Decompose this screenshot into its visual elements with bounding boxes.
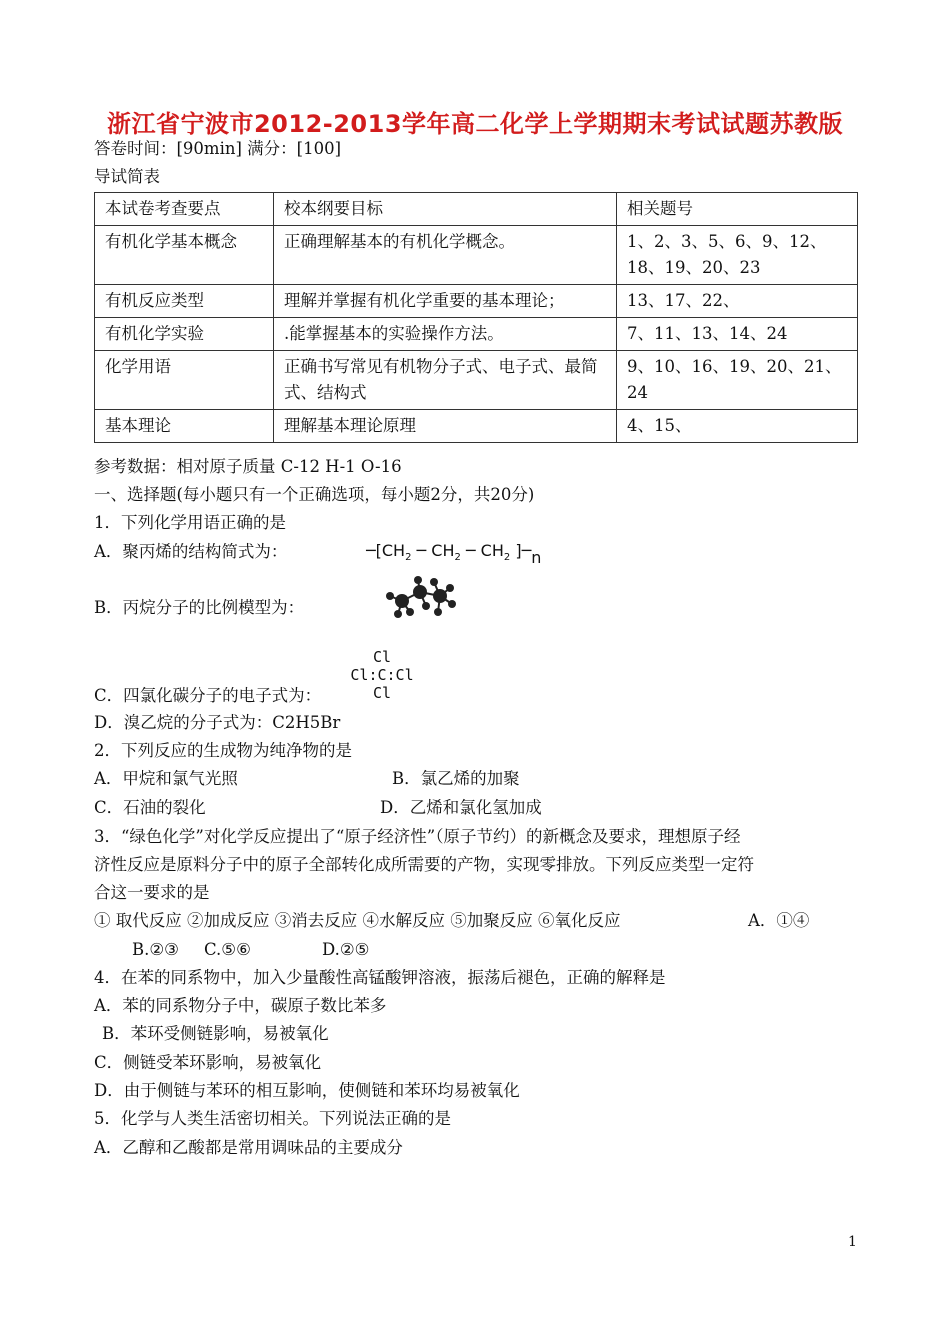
table-header-cell: 校本纲要目标 [274,193,617,226]
table-cell: 7、11、13、14、24 [617,318,858,351]
table-cell: 正确书写常见有机物分子式、电子式、最简式、结构式 [274,351,617,410]
table-header-cell: 相关题号 [617,193,858,226]
formula-ch: CH [431,541,455,560]
question-1-option-b: B．丙烷分子的比例模型为： [94,598,305,617]
table-cell: 化学用语 [95,351,274,410]
exam-info: 答卷时间：[90min] 满分：[100] [94,139,342,158]
bracket-right: ]─ [510,541,532,560]
guide-table [94,192,858,443]
propane-model-icon [380,574,460,626]
question-2-option-b: B．氯乙烯的加聚 [392,769,520,788]
question-2-option-d: D．乙烯和氯化氢加成 [380,798,542,817]
question-5-stem: 5．化学与人类生活密切相关。下列说法正确的是 [94,1109,451,1128]
table-cell: 有机化学基本概念 [95,226,274,285]
bond: ─ [460,541,481,560]
formula-middle: Cl:C:Cl [350,666,414,684]
table-cell: .能掌握基本的实验操作方法。 [274,318,617,351]
question-2-option-a: A．甲烷和氯气光照 [94,769,238,788]
formula-sub: 2 [503,552,511,564]
question-4-option-a: A．苯的同系物分子中，碳原子数比苯多 [94,996,387,1015]
table-row [95,351,858,410]
polypropylene-formula [366,541,542,567]
formula-top: Cl [372,648,392,666]
table-cell: 4、15、 [617,410,858,443]
question-3-line-2: 济性反应是原料分子中的原子全部转化成所需要的产物，实现零排放。下列反应类型一定符 [94,855,754,874]
section-heading: 一、选择题(每小题只有一个正确选项，每小题2分，共20分) [94,485,535,504]
question-4-option-c: C．侧链受苯环影响，易被氧化 [94,1053,322,1072]
document-title: 浙江省宁波市2012-2013学年高二化学上学期期末考试试题苏教版 [106,110,844,138]
formula-n: n [531,548,542,567]
table-cell: 有机化学实验 [95,318,274,351]
table-row [95,285,858,318]
bracket-left: ─[ [366,541,382,560]
table-cell: 正确理解基本的有机化学概念。 [274,226,617,285]
question-3-option-a: A．①④ [748,911,810,930]
table-cell: 基本理论 [95,410,274,443]
formula-ch: CH [480,541,504,560]
question-3-option-c: C.⑤⑥ [204,940,251,959]
question-1-stem: 1．下列化学用语正确的是 [94,513,286,532]
question-3-line-1: 3．“绿色化学”对化学反应提出了“原子经济性”（原子节约）的新概念及要求，理想原子经 [94,827,741,846]
bond: ─ [411,541,432,560]
question-1-option-a: A．聚丙烯的结构简式为： [94,542,288,561]
table-cell: 1、2、3、5、6、9、12、18、19、20、23 [617,226,858,285]
question-2-stem: 2．下列反应的生成物为纯净物的是 [94,741,352,760]
table-cell: 有机反应类型 [95,285,274,318]
table-cell: 理解并掌握有机化学重要的基本理论； [274,285,617,318]
formula-sub: 2 [405,552,412,564]
formula-ch: CH [381,541,406,560]
question-4-option-d: D．由于侧链与苯环的相互影响，使侧链和苯环均易被氧化 [94,1081,520,1100]
page-number: 1 [848,1234,857,1250]
question-3-line-3: 合这一要求的是 [94,883,210,902]
question-4-stem: 4．在苯的同系物中，加入少量酸性高锰酸钾溶液，振荡后褪色，正确的解释是 [94,968,666,987]
formula-sub: 2 [454,552,461,564]
table-row [95,318,858,351]
question-1-option-d: D．溴乙烷的分子式为：C2H5Br [94,713,341,732]
question-4-option-b: B．苯环受侧链影响，易被氧化 [102,1024,329,1043]
question-1-option-c: C．四氯化碳分子的电子式为： [94,686,322,705]
table-cell: 理解基本理论原理 [274,410,617,443]
table-caption: 导试简表 [94,167,160,186]
question-3-option-d: D.②⑤ [322,940,370,959]
table-row [95,410,858,443]
question-2-option-c: C．石油的裂化 [94,798,206,817]
question-5-option-a: A．乙醇和乙酸都是常用调味品的主要成分 [94,1138,403,1157]
table-cell: 13、17、22、 [617,285,858,318]
table-header-row [95,193,858,226]
table-header-cell: 本试卷考查要点 [95,193,274,226]
question-3-reaction-list: ① 取代反应 ②加成反应 ③消去反应 ④水解反应 ⑤加聚反应 ⑥氧化反应 [94,911,621,930]
table-cell: 9、10、16、19、20、21、24 [617,351,858,410]
question-3-option-b: B.②③ [132,940,179,959]
table-row [95,226,858,285]
ccl4-electron-formula [350,648,414,702]
formula-bottom: Cl [372,684,392,702]
reference-data: 参考数据：相对原子质量 C-12 H-1 O-16 [94,457,402,476]
